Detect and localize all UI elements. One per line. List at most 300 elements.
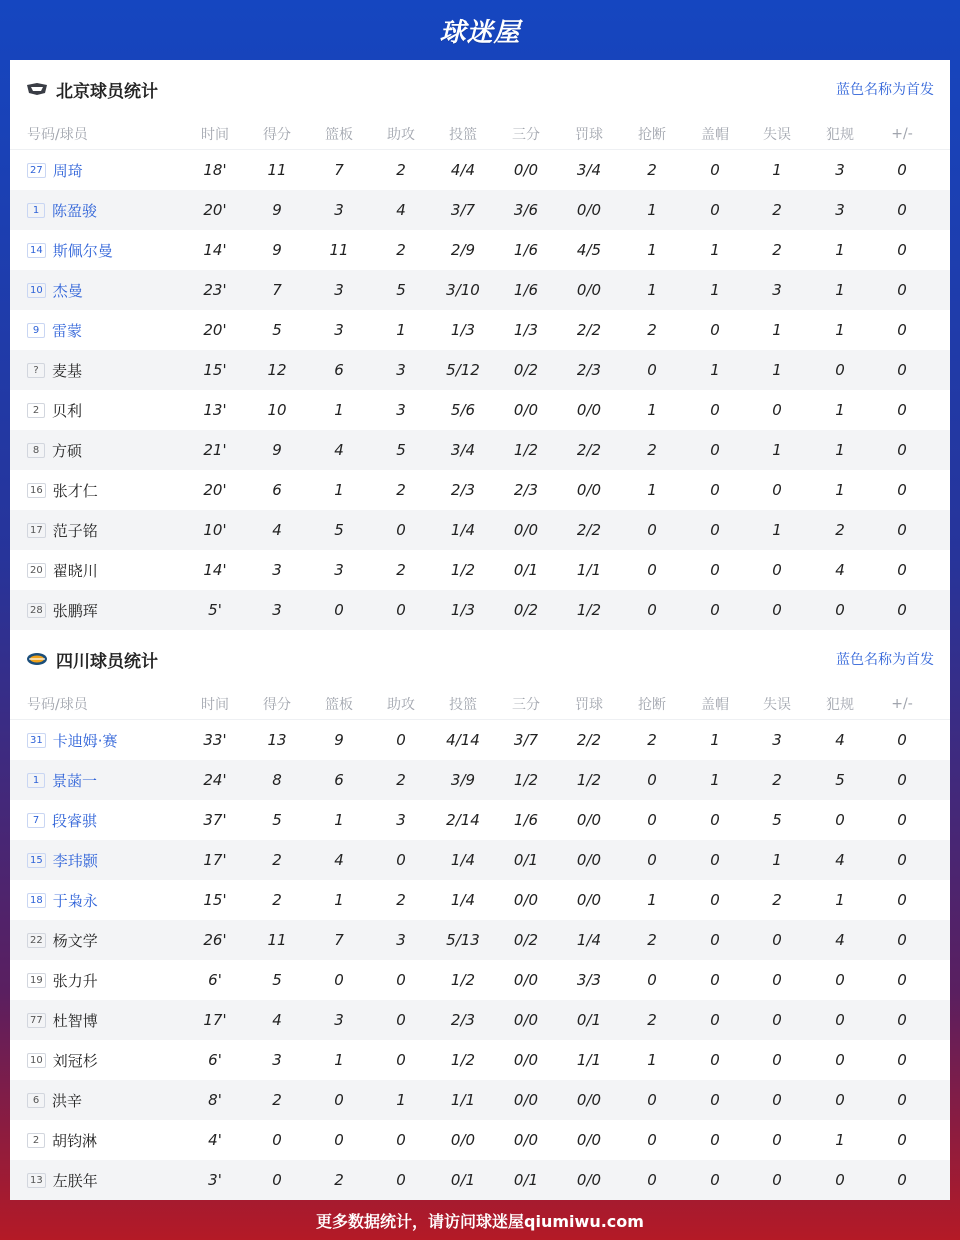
stat-three-pointers: 0/0: [513, 1011, 539, 1029]
stat-three-pointers: 1/3: [513, 321, 539, 339]
player-cell: [10, 520, 191, 541]
stat-assists: 0: [396, 601, 406, 619]
player-cell: [10, 560, 191, 581]
stat-time: 4': [208, 1131, 222, 1149]
stat-rebounds: 0: [334, 1131, 344, 1149]
stat-steals: 1: [647, 481, 657, 499]
stat-turnovers: 0: [772, 561, 782, 579]
stat-fouls: 0: [835, 601, 845, 619]
stat-three-pointers: 0/2: [513, 601, 539, 619]
stat-rebounds: 4: [334, 441, 344, 459]
player-name: 胡钧淋: [52, 1131, 98, 1150]
stat-time: 20': [203, 201, 227, 219]
stat-free-throws: 1/2: [576, 771, 602, 789]
stat-blocks: 1: [710, 771, 720, 789]
stat-fouls: 4: [835, 561, 845, 579]
stat-blocks: 0: [710, 851, 720, 869]
stat-assists: 0: [396, 1171, 406, 1189]
stat-steals: 0: [647, 601, 657, 619]
stat-three-pointers: 1/2: [513, 441, 539, 459]
stat-assists: 0: [396, 851, 406, 869]
player-row[interactable]: [10, 150, 950, 190]
stat-plus-minus: 0: [897, 521, 907, 539]
column-header-turnovers[interactable]: 失误: [763, 126, 791, 143]
player-name[interactable]: 杰曼: [52, 281, 83, 300]
stat-assists: 3: [396, 811, 406, 829]
stat-steals: 2: [647, 441, 657, 459]
stat-time: 15': [203, 891, 227, 909]
column-header-points[interactable]: 得分: [263, 696, 291, 713]
stat-steals: 1: [647, 241, 657, 259]
player-name[interactable]: 卡迪姆·赛: [52, 731, 118, 750]
stat-field-goals: 3/4: [450, 441, 476, 459]
player-row[interactable]: [10, 720, 950, 760]
stat-field-goals: 5/13: [446, 931, 480, 949]
stat-assists: 5: [396, 281, 406, 299]
player-row[interactable]: [10, 960, 950, 1000]
stat-blocks: 0: [710, 891, 720, 909]
stat-blocks: 0: [710, 161, 720, 179]
stat-time: 5': [208, 601, 222, 619]
stat-points: 7: [272, 281, 282, 299]
column-header-points[interactable]: 得分: [263, 126, 291, 143]
stat-turnovers: 2: [772, 891, 782, 909]
stat-points: 11: [267, 931, 287, 949]
stat-rebounds: 0: [334, 601, 344, 619]
stat-time: 20': [203, 321, 227, 339]
stat-steals: 0: [647, 971, 657, 989]
stat-field-goals: 4/14: [446, 731, 480, 749]
player-name: 范子铭: [52, 521, 98, 540]
stat-blocks: 0: [710, 401, 720, 419]
stat-free-throws: 0/0: [576, 201, 602, 219]
stat-rebounds: 5: [334, 521, 344, 539]
column-header-time[interactable]: 时间: [201, 126, 229, 143]
stat-plus-minus: 0: [897, 401, 907, 419]
stat-rebounds: 3: [334, 1011, 344, 1029]
stat-turnovers: 1: [772, 361, 782, 379]
stat-field-goals: 1/2: [450, 561, 476, 579]
column-header-fouls[interactable]: 犯规: [826, 126, 854, 143]
stat-steals: 2: [647, 731, 657, 749]
stat-assists: 2: [396, 241, 406, 259]
stat-assists: 5: [396, 441, 406, 459]
stat-free-throws: 0/0: [576, 401, 602, 419]
column-header-fouls[interactable]: 犯规: [826, 696, 854, 713]
stat-plus-minus: 0: [897, 931, 907, 949]
column-header-rebounds[interactable]: 篮板: [325, 696, 353, 713]
stat-steals: 0: [647, 361, 657, 379]
brand-header: [0, 0, 960, 60]
stat-fouls: 0: [835, 1011, 845, 1029]
player-cell: [10, 890, 191, 911]
stat-plus-minus: 0: [897, 811, 907, 829]
jersey-number-badge: 19: [27, 973, 46, 988]
stat-turnovers: 1: [772, 521, 782, 539]
stat-turnovers: 1: [772, 441, 782, 459]
column-header-plus-minus[interactable]: +/-: [891, 695, 913, 712]
player-cell: [10, 1050, 191, 1071]
team-section-header: [10, 630, 950, 688]
stat-points: 9: [272, 441, 282, 459]
stat-free-throws: 4/5: [576, 241, 602, 259]
stat-assists: 2: [396, 561, 406, 579]
stat-points: 9: [272, 201, 282, 219]
player-cell: [10, 730, 191, 751]
player-row[interactable]: [10, 590, 950, 630]
starter-legend: 蓝色名称为首发: [836, 652, 934, 668]
stat-rebounds: 3: [334, 321, 344, 339]
player-cell: [10, 1090, 191, 1111]
stat-points: 9: [272, 241, 282, 259]
stat-free-throws: 2/2: [576, 731, 602, 749]
player-row[interactable]: [10, 310, 950, 350]
stat-steals: 0: [647, 851, 657, 869]
jersey-number-badge: 10: [27, 1053, 46, 1068]
player-name: 张才仁: [52, 481, 98, 500]
stat-assists: 0: [396, 731, 406, 749]
stat-plus-minus: 0: [897, 851, 907, 869]
stat-turnovers: 5: [772, 811, 782, 829]
player-row[interactable]: [10, 350, 950, 390]
stat-free-throws: 1/2: [576, 601, 602, 619]
stat-steals: 1: [647, 891, 657, 909]
stat-three-pointers: 0/2: [513, 361, 539, 379]
stat-three-pointers: 0/0: [513, 161, 539, 179]
column-header-row: [10, 118, 950, 150]
jersey-number-badge: 15: [27, 853, 46, 868]
team-section: [10, 630, 950, 1200]
stat-rebounds: 9: [334, 731, 344, 749]
stat-rebounds: 1: [334, 891, 344, 909]
player-cell: [10, 160, 191, 181]
stat-free-throws: 0/0: [576, 1171, 602, 1189]
stat-fouls: 3: [835, 161, 845, 179]
player-cell: [10, 600, 191, 621]
player-row[interactable]: [10, 270, 950, 310]
column-header-time[interactable]: 时间: [201, 696, 229, 713]
stat-plus-minus: 0: [897, 441, 907, 459]
stat-blocks: 1: [710, 361, 720, 379]
stat-free-throws: 0/0: [576, 1131, 602, 1149]
stat-field-goals: 3/7: [450, 201, 476, 219]
stat-fouls: 1: [835, 281, 845, 299]
stat-field-goals: 1/2: [450, 1051, 476, 1069]
stat-plus-minus: 0: [897, 1131, 907, 1149]
player-name[interactable]: 雷蒙: [52, 321, 83, 340]
stat-time: 14': [203, 561, 227, 579]
sichuan-team-logo-icon: [26, 652, 48, 666]
column-header-free-throws[interactable]: 罚球: [575, 126, 603, 143]
stat-blocks: 0: [710, 201, 720, 219]
stat-assists: 0: [396, 1051, 406, 1069]
stat-points: 4: [272, 521, 282, 539]
stat-assists: 2: [396, 481, 406, 499]
jersey-number-badge: 28: [27, 603, 46, 618]
stat-field-goals: 1/4: [450, 891, 476, 909]
player-name[interactable]: 段睿骐: [52, 811, 98, 830]
column-header-three-pointers[interactable]: 三分: [512, 126, 540, 143]
stat-assists: 0: [396, 521, 406, 539]
stat-free-throws: 2/2: [576, 521, 602, 539]
jersey-number-badge: 1: [27, 773, 45, 788]
player-name: 刘冠杉: [52, 1051, 98, 1070]
stat-fouls: 1: [835, 441, 845, 459]
stat-field-goals: 1/1: [450, 1091, 476, 1109]
player-row[interactable]: [10, 1120, 950, 1160]
stat-steals: 0: [647, 1091, 657, 1109]
stat-points: 11: [267, 161, 287, 179]
stat-free-throws: 3/3: [576, 971, 602, 989]
column-header-assists[interactable]: 助攻: [387, 696, 415, 713]
beijing-team-logo-icon: [26, 82, 48, 96]
stat-free-throws: 0/0: [576, 811, 602, 829]
stat-steals: 1: [647, 201, 657, 219]
stat-field-goals: 1/3: [450, 321, 476, 339]
stat-time: 6': [208, 1051, 222, 1069]
stat-free-throws: 0/0: [576, 891, 602, 909]
jersey-number-badge: 20: [27, 563, 46, 578]
stat-time: 20': [203, 481, 227, 499]
player-cell: [10, 850, 191, 871]
jersey-number-badge: 17: [27, 523, 46, 538]
stat-points: 0: [272, 1171, 282, 1189]
stat-field-goals: 1/3: [450, 601, 476, 619]
stat-assists: 3: [396, 401, 406, 419]
jersey-number-badge: 2: [27, 1133, 45, 1148]
stat-three-pointers: 0/0: [513, 401, 539, 419]
player-cell: [10, 240, 191, 261]
stat-rebounds: 11: [329, 241, 349, 259]
player-name[interactable]: 景菡一: [52, 771, 98, 790]
player-name: 张鹏珲: [52, 601, 98, 620]
footer-banner[interactable]: [0, 1200, 960, 1240]
stat-blocks: 0: [710, 1131, 720, 1149]
stat-steals: 0: [647, 521, 657, 539]
stat-steals: 1: [647, 281, 657, 299]
stat-turnovers: 0: [772, 1091, 782, 1109]
column-header-player: 号码/球员: [27, 696, 88, 713]
player-row[interactable]: [10, 1160, 950, 1200]
stat-three-pointers: 0/0: [513, 1091, 539, 1109]
stat-blocks: 0: [710, 931, 720, 949]
team-name: 四川球员统计: [56, 651, 158, 672]
team-title: [26, 77, 158, 102]
player-name: 洪辛: [52, 1091, 83, 1110]
stat-field-goals: 0/0: [450, 1131, 476, 1149]
player-name[interactable]: 周琦: [52, 161, 83, 180]
stat-steals: 0: [647, 1131, 657, 1149]
stat-time: 23': [203, 281, 227, 299]
player-row[interactable]: [10, 800, 950, 840]
stat-time: 37': [203, 811, 227, 829]
stat-turnovers: 0: [772, 971, 782, 989]
stat-steals: 2: [647, 161, 657, 179]
stat-plus-minus: 0: [897, 1011, 907, 1029]
stat-turnovers: 0: [772, 1131, 782, 1149]
stat-turnovers: 0: [772, 931, 782, 949]
stat-three-pointers: 0/2: [513, 931, 539, 949]
stat-plus-minus: 0: [897, 1091, 907, 1109]
stat-fouls: 3: [835, 201, 845, 219]
stat-assists: 2: [396, 161, 406, 179]
player-row[interactable]: [10, 1080, 950, 1120]
stat-plus-minus: 0: [897, 771, 907, 789]
stat-time: 33': [203, 731, 227, 749]
player-row[interactable]: [10, 760, 950, 800]
stat-rebounds: 0: [334, 1091, 344, 1109]
jersey-number-badge: 31: [27, 733, 46, 748]
stat-plus-minus: 0: [897, 481, 907, 499]
stat-field-goals: 1/2: [450, 971, 476, 989]
stat-three-pointers: 0/0: [513, 891, 539, 909]
stat-points: 3: [272, 1051, 282, 1069]
stat-rebounds: 0: [334, 971, 344, 989]
player-row[interactable]: [10, 880, 950, 920]
player-cell: [10, 440, 191, 461]
stat-time: 14': [203, 241, 227, 259]
starter-legend: 蓝色名称为首发: [836, 82, 934, 98]
stat-rebounds: 3: [334, 201, 344, 219]
stat-turnovers: 0: [772, 1171, 782, 1189]
player-row[interactable]: [10, 430, 950, 470]
stat-turnovers: 1: [772, 161, 782, 179]
stat-blocks: 0: [710, 1051, 720, 1069]
stat-rebounds: 4: [334, 851, 344, 869]
player-row[interactable]: [10, 390, 950, 430]
stat-time: 17': [203, 1011, 227, 1029]
stat-blocks: 1: [710, 241, 720, 259]
player-name: 杨文学: [52, 931, 98, 950]
stat-plus-minus: 0: [897, 321, 907, 339]
stat-assists: 3: [396, 361, 406, 379]
player-row[interactable]: [10, 470, 950, 510]
stat-field-goals: 2/9: [450, 241, 476, 259]
stat-rebounds: 1: [334, 401, 344, 419]
player-row[interactable]: [10, 230, 950, 270]
stat-turnovers: 0: [772, 1051, 782, 1069]
player-row[interactable]: [10, 510, 950, 550]
column-header-field-goals[interactable]: 投篮: [449, 696, 477, 713]
stat-free-throws: 2/3: [576, 361, 602, 379]
jersey-number-badge: 22: [27, 933, 46, 948]
column-header-row: [10, 688, 950, 720]
jersey-number-badge: 77: [27, 1013, 46, 1028]
column-header-blocks[interactable]: 盖帽: [701, 126, 729, 143]
column-header-turnovers[interactable]: 失误: [763, 696, 791, 713]
stat-points: 0: [272, 1131, 282, 1149]
stat-three-pointers: 1/6: [513, 281, 539, 299]
stat-free-throws: 2/2: [576, 441, 602, 459]
player-name[interactable]: 于枭永: [52, 891, 98, 910]
column-header-three-pointers[interactable]: 三分: [512, 696, 540, 713]
stat-assists: 0: [396, 971, 406, 989]
stat-assists: 2: [396, 771, 406, 789]
stat-turnovers: 2: [772, 201, 782, 219]
stat-turnovers: 0: [772, 401, 782, 419]
stat-three-pointers: 1/6: [513, 811, 539, 829]
stat-three-pointers: 3/7: [513, 731, 539, 749]
player-name: 方硕: [52, 441, 83, 460]
player-row[interactable]: [10, 840, 950, 880]
stat-plus-minus: 0: [897, 971, 907, 989]
player-cell: [10, 1010, 191, 1031]
stat-free-throws: 1/4: [576, 931, 602, 949]
stat-three-pointers: 0/0: [513, 1131, 539, 1149]
stat-blocks: 0: [710, 1091, 720, 1109]
stat-points: 2: [272, 1091, 282, 1109]
stat-free-throws: 3/4: [576, 161, 602, 179]
stat-blocks: 0: [710, 811, 720, 829]
stat-free-throws: 0/0: [576, 281, 602, 299]
player-cell: [10, 360, 191, 381]
stat-blocks: 0: [710, 1011, 720, 1029]
stat-fouls: 0: [835, 1051, 845, 1069]
stat-assists: 3: [396, 931, 406, 949]
stat-plus-minus: 0: [897, 281, 907, 299]
player-cell: [10, 770, 191, 791]
stat-field-goals: 2/3: [450, 481, 476, 499]
stat-fouls: 1: [835, 1131, 845, 1149]
stat-three-pointers: 0/0: [513, 521, 539, 539]
player-cell: [10, 1170, 191, 1191]
stat-fouls: 4: [835, 731, 845, 749]
stat-points: 4: [272, 1011, 282, 1029]
stat-field-goals: 1/4: [450, 851, 476, 869]
stat-free-throws: 2/2: [576, 321, 602, 339]
player-row[interactable]: [10, 190, 950, 230]
stat-field-goals: 2/3: [450, 1011, 476, 1029]
stat-points: 5: [272, 321, 282, 339]
column-header-steals[interactable]: 抢断: [638, 126, 666, 143]
player-name: 贝利: [52, 401, 83, 420]
column-header-assists[interactable]: 助攻: [387, 126, 415, 143]
column-header-steals[interactable]: 抢断: [638, 696, 666, 713]
stats-card: [10, 60, 950, 1200]
player-row[interactable]: [10, 920, 950, 960]
column-header-blocks[interactable]: 盖帽: [701, 696, 729, 713]
stat-plus-minus: 0: [897, 1171, 907, 1189]
player-row[interactable]: [10, 1000, 950, 1040]
stat-points: 2: [272, 851, 282, 869]
column-header-free-throws[interactable]: 罚球: [575, 696, 603, 713]
team-section-header: [10, 60, 950, 118]
column-header-plus-minus[interactable]: +/-: [891, 125, 913, 142]
stat-plus-minus: 0: [897, 161, 907, 179]
column-header-rebounds[interactable]: 篮板: [325, 126, 353, 143]
stat-rebounds: 1: [334, 1051, 344, 1069]
player-name[interactable]: 李玮颢: [52, 851, 98, 870]
player-cell: [10, 970, 191, 991]
player-name[interactable]: 斯佩尔曼: [52, 241, 113, 260]
player-name: 麦基: [52, 361, 83, 380]
stat-steals: 2: [647, 1011, 657, 1029]
stat-points: 2: [272, 891, 282, 909]
stat-three-pointers: 0/1: [513, 1171, 539, 1189]
jersey-number-badge: 2: [27, 403, 45, 418]
player-row[interactable]: [10, 1040, 950, 1080]
player-cell: [10, 930, 191, 951]
stat-rebounds: 7: [334, 931, 344, 949]
player-cell: [10, 810, 191, 831]
stat-free-throws: 0/0: [576, 851, 602, 869]
stat-rebounds: 6: [334, 361, 344, 379]
column-header-field-goals[interactable]: 投篮: [449, 126, 477, 143]
player-name[interactable]: 陈盈骏: [52, 201, 98, 220]
player-row[interactable]: [10, 550, 950, 590]
stat-rebounds: 7: [334, 161, 344, 179]
stat-time: 13': [203, 401, 227, 419]
